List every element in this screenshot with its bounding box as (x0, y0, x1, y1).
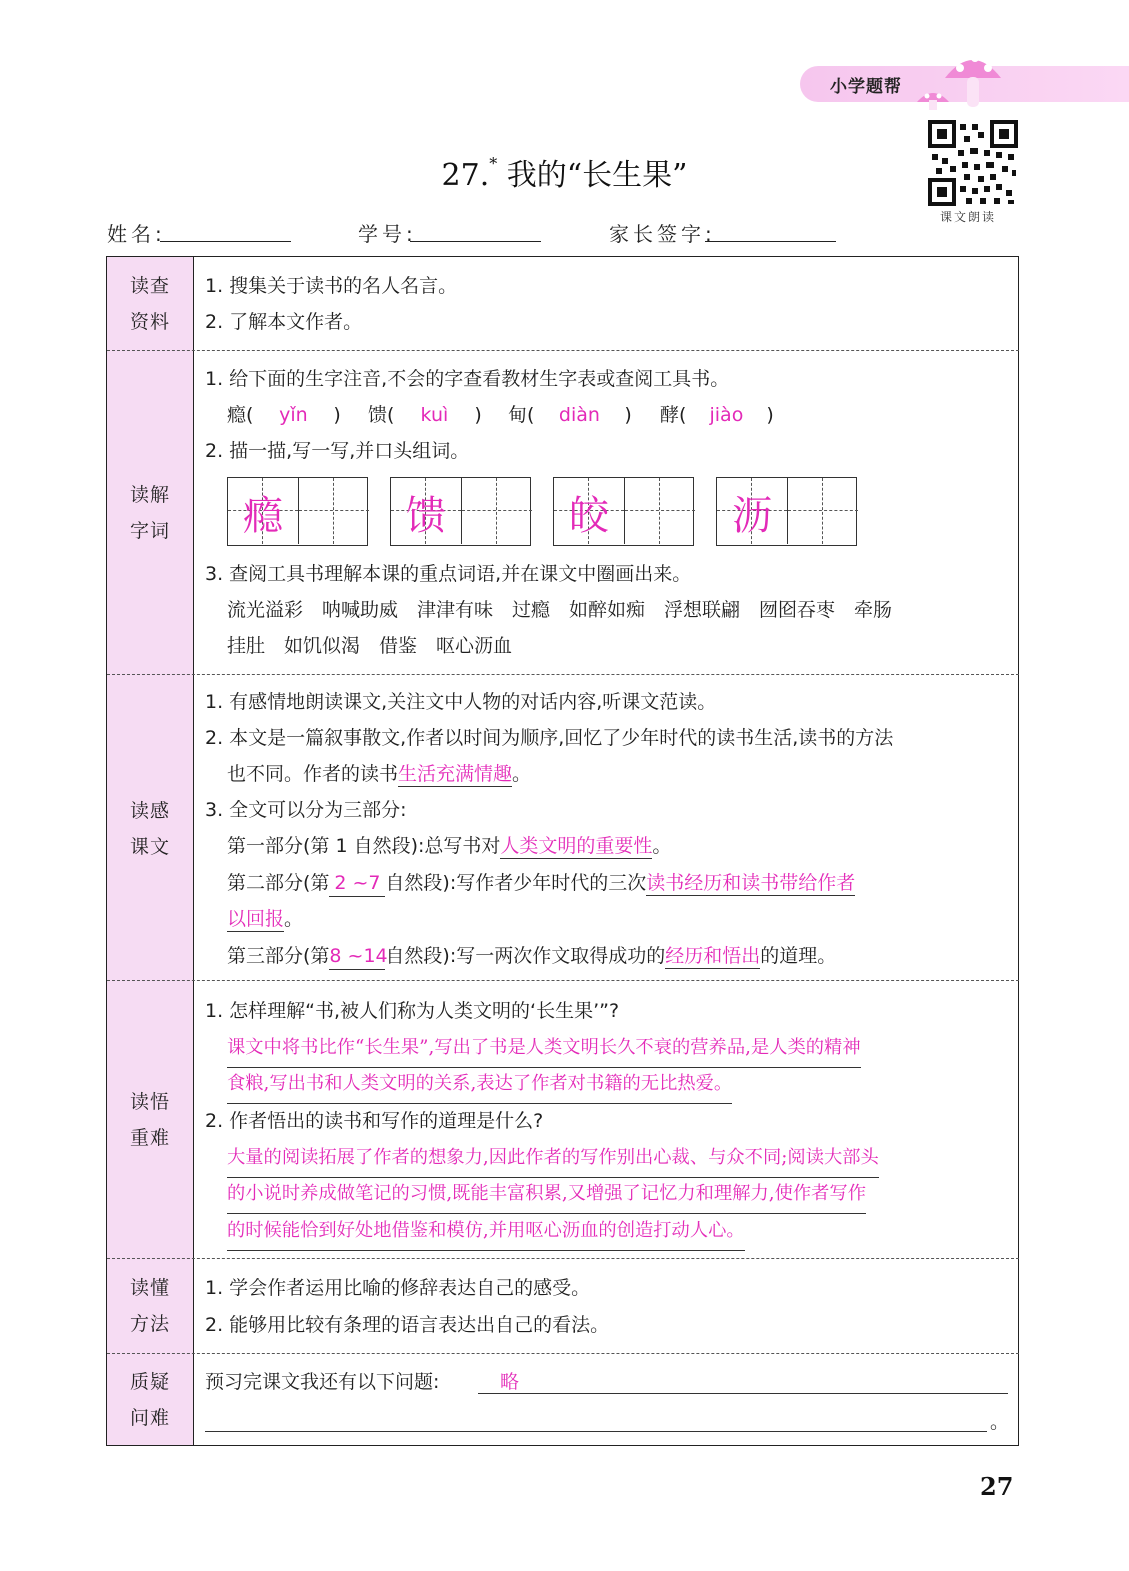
answer-text: 读书经历和读书带给作者 (646, 872, 856, 894)
section-label-methods: 读懂 方法 (129, 1277, 170, 1335)
answer-line: 课文中将书比作“长生果”,写出了书是人类文明长久不衰的营养品,是人类的精神 (227, 1030, 861, 1068)
reading-item: 1. 有感情地朗读课文,关注文中人物的对话内容,听课文范读。 (205, 691, 717, 713)
part-3: 第三部分(第8 ~14自然段):写一两次作文取得成功的经历和悟出的道理。 (227, 938, 836, 974)
question-input-line[interactable] (205, 1431, 987, 1432)
qr-caption: 课文朗读 (940, 210, 997, 224)
reading-item: 3. 全文可以分为三部分: (205, 799, 407, 821)
parent-signature-label: 家长签字: (609, 222, 716, 246)
part-2-continued: 以回报。 (227, 908, 304, 930)
answer-blank: 8 ~14 (329, 943, 385, 970)
pinyin-answer: diàn (558, 404, 600, 426)
key-question-2: 2. 作者悟出的读书和写作的道理是什么? (205, 1110, 544, 1132)
page-number: 27 (980, 1472, 1014, 1501)
section-divider (107, 350, 1019, 351)
brand-label: 小学题帮 (830, 77, 902, 97)
sentence-end: 。 (990, 1411, 1010, 1433)
section-label-vocabulary: 读解 字词 (129, 484, 170, 542)
reference-item: 2. 了解本文作者。 (205, 311, 363, 333)
column-divider (193, 256, 194, 1446)
section-divider (107, 1258, 1019, 1259)
section-label-questions: 质疑 问难 (129, 1371, 170, 1429)
pinyin-item: 甸( diàn ) (508, 397, 632, 433)
answer-line: 大量的阅读拓展了作者的想象力,因此作者的写作别出心裁、与众不同;阅读大部头 (227, 1140, 879, 1178)
lesson-title: 我的“长生果” (506, 158, 688, 193)
part-1: 第一部分(第 1 自然段):总写书对人类文明的重要性。 (227, 835, 672, 857)
answer-text: 以回报 (227, 908, 285, 930)
grid-character: 瘾 (243, 493, 283, 539)
answer-line: 的时候能恰到好处地借鉴和模仿,并用呕心沥血的创造打动人心。 (227, 1213, 745, 1251)
grid-character: 皎 (569, 493, 609, 539)
section-label-reference: 读查 资料 (129, 275, 170, 333)
key-words: 挂肚 如饥似渴 借鉴 呕心沥血 (227, 635, 513, 657)
reference-item: 1. 搜集关于读书的名人名言。 (205, 275, 458, 297)
mushroom-icon (915, 40, 1015, 110)
section-label-reading: 读感 课文 (129, 800, 170, 858)
section-divider (107, 674, 1019, 675)
answer-line: 的小说时养成做笔记的习惯,既能丰富积累,又增强了记忆力和理解力,使作者写作 (227, 1176, 866, 1214)
answer-line: 食粮,写出书和人类文明的关系,表达了作者对书籍的无比热爱。 (227, 1066, 732, 1104)
grid-character: 馈 (406, 493, 446, 539)
page-title (0, 150, 1129, 194)
section-label-key-points: 读悟 重难 (129, 1091, 170, 1149)
parent-signature-field[interactable] (705, 241, 836, 242)
writing-grid[interactable] (716, 477, 857, 546)
method-item: 1. 学会作者运用比喻的修辞表达自己的感受。 (205, 1277, 591, 1299)
section-divider (107, 980, 1019, 981)
pinyin-item: 瘾( yǐn ) (227, 397, 341, 433)
writing-grid[interactable] (390, 477, 531, 546)
section-divider (107, 1353, 1019, 1354)
question-answer: 略 (500, 1371, 520, 1393)
writing-grid[interactable] (227, 477, 368, 546)
pinyin-answer: jiào (709, 404, 744, 426)
student-id-field[interactable] (410, 241, 541, 242)
pinyin-answer: yǐn (279, 404, 308, 426)
name-field[interactable] (160, 241, 291, 242)
grid-character: 沥 (732, 493, 772, 539)
pinyin-item: 馈( kuì ) (368, 397, 482, 433)
question-input-line[interactable] (478, 1393, 1008, 1394)
answer-text: 经历和悟出 (665, 945, 761, 967)
answer-text: 人类文明的重要性 (500, 835, 653, 857)
title-mark: * (489, 154, 498, 173)
name-label: 姓名: (107, 222, 166, 246)
answer-blank: 2 ~7 (329, 870, 385, 897)
pinyin-answer: kuì (420, 404, 449, 426)
method-item: 2. 能够用比较有条理的语言表达出自己的看法。 (205, 1314, 610, 1336)
reading-item: 也不同。作者的读书生活充满情趣。 (227, 763, 532, 785)
vocab-question-2: 2. 描一描,写一写,并口头组词。 (205, 440, 470, 462)
key-words: 流光溢彩 呐喊助威 津津有味 过瘾 如醉如痴 浮想联翩 囫囵吞枣 牵肠 (227, 599, 893, 621)
key-question-1: 1. 怎样理解“书,被人们称为人类文明的‘长生果’”? (205, 1000, 620, 1022)
part-2: 第二部分(第 2 ~7 自然段):写作者少年时代的三次读书经历和读书带给作者 (227, 865, 855, 901)
question-prompt: 预习完课文我还有以下问题: (205, 1371, 440, 1393)
student-id-label: 学号: (358, 222, 417, 246)
vocab-question-3: 3. 查阅工具书理解本课的重点词语,并在课文中圈画出来。 (205, 563, 692, 585)
reading-item: 2. 本文是一篇叙事散文,作者以时间为顺序,回忆了少年时代的读书生活,读书的方法 (205, 727, 894, 749)
answer-text: 生活充满情趣 (398, 763, 513, 785)
lesson-number: 27. (441, 158, 490, 193)
vocab-question-1: 1. 给下面的生字注音,不会的字查看教材生字表或查阅工具书。 (205, 368, 730, 390)
pinyin-item: 酵( jiào ) (660, 397, 774, 433)
writing-grid[interactable] (553, 477, 694, 546)
